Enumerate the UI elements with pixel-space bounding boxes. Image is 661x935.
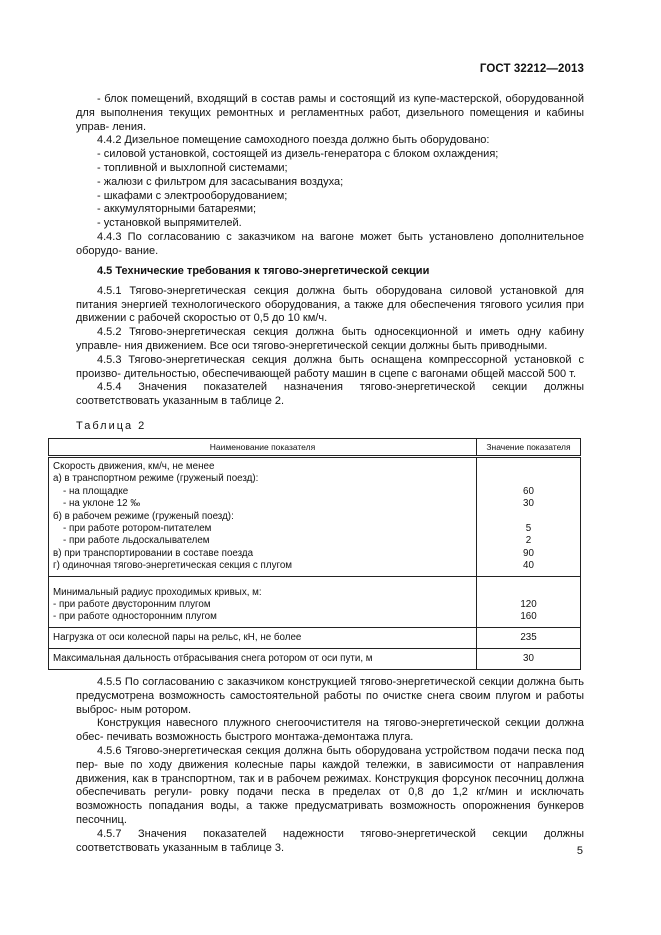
list-item: - силовой установкой, состоящей из дизель-генератора с блоком охлаждения; bbox=[97, 148, 499, 161]
clause-4-5-7: 4.5.7 Значения показателей надежности тягово-энергетической секции должны соответствовать указанным в таблице 3. bbox=[76, 827, 584, 854]
column-header-name: Наименование показателя bbox=[49, 439, 477, 457]
table-value: 90 bbox=[523, 547, 534, 559]
clause-4-5-5: 4.5.5 По согласованию с заказчиком конструкцией тягово-энергетической секции должна быть предусмотрена возможность самостоятельной работы по очистке снега своим плугом и работы выброс- ным ротором. bbox=[76, 676, 584, 716]
list-item: - аккумуляторными батареями; bbox=[97, 203, 257, 216]
table-cell: - на площадке bbox=[63, 485, 129, 497]
table-row-axle-load bbox=[49, 627, 581, 648]
table-cell: - при работе односторонним плугом bbox=[53, 611, 217, 623]
table-value: 5 bbox=[525, 523, 532, 535]
table-cell: а) в транспортном режиме (груженый поезд): bbox=[53, 473, 259, 485]
column-header-value: Значение показателя bbox=[477, 439, 581, 457]
table-row-snow-distance bbox=[49, 648, 581, 669]
clause-4-4-2-intro: 4.4.2 Дизельное помещение самоходного поезда должно быть оборудовано: bbox=[97, 134, 490, 147]
table-caption: Таблица 2 bbox=[76, 420, 147, 432]
table-row-speed bbox=[49, 457, 581, 577]
table-cell: - при работе ротором-питателем bbox=[63, 523, 212, 535]
clause-4-5-2: 4.5.2 Тягово-энергетическая секция должна быть односекционной и иметь одну кабину управле- ния движением. Все оси тягово-энергетической секции должны быть приводными. bbox=[76, 326, 584, 352]
table-cell: в) при транспортировании в составе поезда bbox=[53, 547, 254, 559]
table-cell: - при работе льдоскалывателем bbox=[63, 535, 210, 547]
table-cell: - на уклоне 12 ‰ bbox=[63, 498, 141, 510]
table-value: 60 bbox=[523, 485, 534, 497]
table-cell: Нагрузка от оси колесной пары на рельс, кН, не более bbox=[49, 627, 477, 648]
clause-4-5-3: 4.5.3 Тягово-энергетическая секция должна быть оснащена компрессорной установкой с произво- дительностью, обеспечивающей работу машин в сцепе с вагонами общей массой 500 т. bbox=[76, 353, 584, 380]
list-item: - топливной и выхлопной системами; bbox=[97, 161, 288, 174]
section-heading: 4.5 Технические требования к тягово-энергетической секции bbox=[97, 265, 430, 277]
text-block-bottom bbox=[76, 676, 584, 855]
list-item: - установкой выпрямителей. bbox=[97, 217, 242, 230]
table-value: 235 bbox=[477, 627, 581, 648]
clause-4-5-1: 4.5.1 Тягово-энергетическая секция должна быть оборудована силовой установкой для питания энергией технологического оборудования, а также для обеспечения тягового усилия при движении с рабочей скоростью от 0,5 до 10 км/ч. bbox=[76, 284, 584, 325]
table-cell: б) в рабочем режиме (груженый поезд): bbox=[53, 510, 234, 522]
section-4-5 bbox=[76, 265, 584, 409]
paragraph-room-block: - блок помещений, входящий в состав рамы и состоящий из купе-мастерской, оборудованной для выполнения текущих ремонтных и регламентных работ, дизельного помещения и кабины управ- ления. bbox=[76, 93, 584, 133]
page-number: 5 bbox=[576, 845, 583, 857]
table-header-row bbox=[49, 439, 581, 457]
table-2 bbox=[48, 438, 581, 670]
table-value: 120 bbox=[520, 599, 537, 611]
clause-4-5-6: 4.5.6 Тягово-энергетическая секция должна быть оборудована устройством подачи песка под пер- вые по ходу движения колесные пары каждой тележки, в зависимости от направления движения, как в транспортном, так и в рабочем режимах. Конструкция форсунок песочниц должна обеспечивать регули- ровку подачи песка в пределах от 0,8 до 1,2 кг/мин и исключать возможность попадания воды, а также предусматривать возможность опорожнения бункеров песочниц. bbox=[76, 744, 585, 826]
list-item: - жалюзи с фильтром для засасывания воздуха; bbox=[97, 175, 344, 188]
table-value: 160 bbox=[520, 611, 537, 623]
table-cell: Скорость движения, км/ч, не менее bbox=[53, 461, 215, 472]
list-item: - шкафами с электрооборудованием; bbox=[97, 189, 288, 202]
clause-4-5-5-plow: Конструкция навесного плужного снегоочистителя на тягово-энергетической секции должна обес- печивать возможность быстрого монтажа-демонтажа плуга. bbox=[76, 717, 584, 744]
table-cell: Минимальный радиус проходимых кривых, м: bbox=[53, 586, 262, 598]
document-header-id: ГОСТ 32212—2013 bbox=[479, 63, 584, 75]
table-row-radius bbox=[49, 576, 581, 627]
table-cell: - при работе двусторонним плугом bbox=[53, 599, 211, 611]
table-value: 2 bbox=[525, 535, 532, 547]
table-value: 30 bbox=[477, 648, 581, 669]
table-cell: Максимальная дальность отбрасывания снега ротором от оси пути, м bbox=[49, 648, 477, 669]
table-cell: г) одиночная тягово-энергетическая секция с плугом bbox=[53, 560, 293, 572]
clause-4-4-3: 4.4.3 По согласованию с заказчиком на вагоне может быть установлено дополнительное оборудо- вание. bbox=[76, 230, 584, 257]
clause-4-5-4: 4.5.4 Значения показателей назначения тягово-энергетической секции должны соответствовать указанным в таблице 2. bbox=[76, 381, 584, 408]
text-block-top bbox=[76, 93, 584, 259]
table-value: 40 bbox=[523, 560, 534, 572]
table-value: 30 bbox=[523, 498, 534, 510]
